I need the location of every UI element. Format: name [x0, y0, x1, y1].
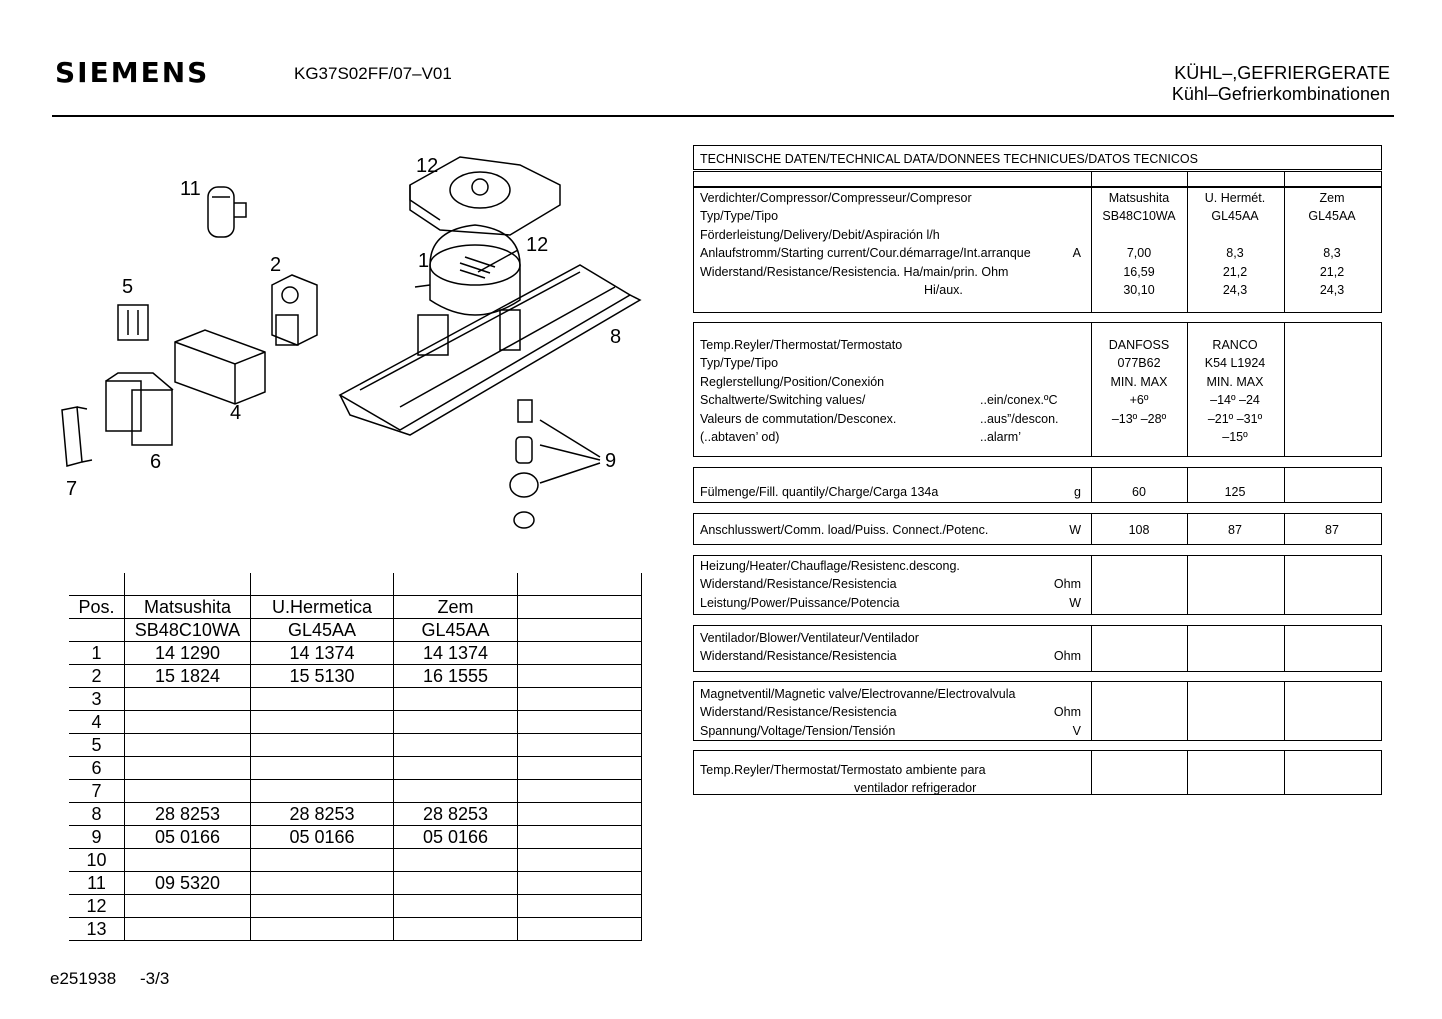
thermostat-label: Temp.Reyler/Thermostat/Termostato	[700, 338, 903, 352]
pos-cell: 9	[69, 826, 125, 849]
table-row	[69, 780, 642, 803]
exploded-parts-diagram	[40, 145, 660, 545]
valve-label: Spannung/Voltage/Tension/Tensión	[700, 723, 896, 738]
tech-title-box	[693, 145, 1382, 170]
thermostat-value: DANFOSS	[1108, 338, 1170, 352]
model-number: KG37S02FF/07–V01	[294, 64, 452, 83]
page-number: -3/3	[140, 969, 170, 988]
tech-title: TECHNISCHE DATEN/TECHNICAL DATA/DONNEES TECHNICUES/DATOS TECNICOS	[700, 152, 1198, 166]
matsushita-part-number: 14 1290	[125, 642, 251, 665]
compressor-label: Förderleistung/Delivery/Debit/Aspiración l/h	[700, 227, 940, 242]
thermostat-value: MIN. MAX	[1206, 374, 1264, 389]
ambient-thermostat-section	[693, 750, 1382, 795]
pos-cell: 2	[69, 665, 125, 688]
zem-part-number: 16 1555	[394, 665, 518, 688]
uhermetica-part-number	[251, 711, 394, 734]
thermostat-label: (..abtaven’ od)	[700, 430, 780, 444]
connected-load-section	[693, 513, 1382, 545]
fill-value: 60	[1132, 485, 1146, 499]
type-header: SB48C10WA	[125, 619, 251, 642]
callout-8: 8	[610, 326, 622, 348]
switching-sublabel: ..aus”/descon.	[980, 411, 1059, 426]
zem-part-number: 28 8253	[394, 803, 518, 826]
empty-cell	[518, 688, 642, 711]
compressor-value: 7,00	[1126, 246, 1152, 261]
document-code: e251938	[50, 969, 117, 988]
manufacturer-header: Zem	[394, 596, 518, 619]
current-unit: A	[1072, 246, 1081, 261]
valve-label: Magnetventil/Magnetic valve/Electrovanne/Electrovalvula	[700, 687, 1016, 701]
compressor-value: 21,2	[1319, 264, 1345, 279]
type-header: GL45AA	[251, 619, 394, 642]
mounting-hardware-drawing	[510, 400, 600, 528]
table-row	[69, 596, 642, 619]
parts-table-body	[69, 642, 642, 941]
table-row	[69, 757, 642, 780]
uhermetica-part-number: 14 1374	[251, 642, 394, 665]
pos-cell: 11	[69, 872, 125, 895]
empty-cell	[518, 711, 642, 734]
table-row	[69, 711, 642, 734]
compressor-drawing	[415, 225, 520, 355]
compressor-value: GL45AA	[1211, 209, 1259, 224]
empty-cell	[518, 757, 642, 780]
thermostat-value: RANCO	[1212, 338, 1258, 352]
zem-part-number	[394, 711, 518, 734]
zem-part-number	[394, 780, 518, 803]
valve-unit: V	[1072, 723, 1081, 738]
thermostat-label: Typ/Type/Tipo	[700, 356, 779, 371]
zem-part-number	[394, 688, 518, 711]
callout-5: 5	[122, 276, 134, 298]
thermostat-label: Valeurs de commutation/Desconex.	[700, 411, 897, 426]
matsushita-part-number	[125, 918, 251, 941]
manufacturer-header: Matsushita	[125, 596, 251, 619]
zem-part-number: 05 0166	[394, 826, 518, 849]
blower-unit: Ohm	[1053, 649, 1081, 664]
compressor-label: Typ/Type/Tipo	[700, 209, 779, 224]
empty-cell	[518, 665, 642, 688]
pos-cell: 12	[69, 895, 125, 918]
pos-cell: 10	[69, 849, 125, 872]
thermostat-value: –21º –31º	[1207, 411, 1263, 426]
thermostat-value: 077B62	[1117, 356, 1161, 371]
cover-box-drawing	[175, 330, 265, 404]
matsushita-part-number: 09 5320	[125, 872, 251, 895]
compressor-value: U. Hermét.	[1204, 191, 1266, 205]
blower-label: Widerstand/Resistance/Resistencia	[700, 649, 897, 664]
switching-sublabel: ..ein/conex.ºC	[980, 393, 1058, 408]
compressor-label: Hi/aux.	[924, 283, 963, 297]
pos-cell: 8	[69, 803, 125, 826]
table-row	[69, 826, 642, 849]
table-row	[69, 803, 642, 826]
pos-cell: 7	[69, 780, 125, 803]
compressor-label: Verdichter/Compressor/Compresseur/Compresor	[700, 191, 972, 205]
compressor-value: 8,3	[1226, 246, 1244, 261]
uhermetica-part-number	[251, 780, 394, 803]
blower-label: Ventilador/Blower/Ventilateur/Ventilador	[700, 631, 919, 645]
load-value: 87	[1228, 523, 1242, 537]
load-value: 87	[1325, 523, 1339, 537]
tech-spacer-box	[693, 171, 1382, 187]
thermostat-label: Schaltwerte/Switching values/	[700, 393, 866, 408]
compressor-value: SB48C10WA	[1102, 209, 1176, 224]
table-row	[69, 734, 642, 757]
matsushita-part-number	[125, 711, 251, 734]
uhermetica-part-number	[251, 688, 394, 711]
manufacturer-header: U.Hermetica	[251, 596, 394, 619]
zem-part-number	[394, 895, 518, 918]
thermostat-value: –14º –24	[1210, 393, 1260, 408]
heater-unit: W	[1069, 595, 1081, 610]
table-row	[69, 665, 642, 688]
protector-drawing	[106, 373, 173, 445]
load-unit: W	[1069, 523, 1081, 537]
thermostat-section	[693, 322, 1382, 457]
category-title: KÜHL–,GEFRIERGERATE	[1174, 63, 1390, 83]
callout-2: 2	[270, 254, 282, 276]
empty-cell	[518, 642, 642, 665]
callout-4: 4	[230, 402, 242, 424]
compressor-label: Widerstand/Resistance/Resistencia. Ha/main/prin. Ohm	[700, 264, 1009, 279]
uhermetica-part-number	[251, 872, 394, 895]
switching-sublabel: ..alarm’	[980, 430, 1021, 444]
fill-value: 125	[1224, 485, 1246, 499]
magnetic-valve-section	[693, 681, 1382, 741]
compressor-value: 24,3	[1222, 283, 1248, 297]
thermostat-value: MIN. MAX	[1110, 374, 1168, 389]
fill-label: Fülmenge/Fill. quantily/Charge/Carga 134a	[700, 485, 939, 499]
compressor-value: 21,2	[1222, 264, 1248, 279]
callout-10: 11	[180, 178, 201, 200]
relay-drawing	[272, 275, 317, 345]
heater-label: Leistung/Power/Puissance/Potencia	[700, 595, 900, 610]
compressor-value: Zem	[1319, 191, 1345, 205]
thermostat-value: +6º	[1129, 393, 1149, 408]
pos-cell: 1	[69, 642, 125, 665]
matsushita-part-number	[125, 688, 251, 711]
compressor-value: 30,10	[1123, 283, 1155, 297]
thermostat-value: –15º	[1222, 430, 1248, 444]
callout-9: 9	[605, 450, 617, 472]
clip-drawing	[118, 305, 148, 340]
brand-logo: SIEMENS	[55, 56, 210, 89]
fill-quantity-section	[693, 467, 1382, 503]
uhermetica-part-number	[251, 918, 394, 941]
zem-part-number: 14 1374	[394, 642, 518, 665]
category-subtitle: Kühl–Gefrierkombinationen	[1171, 84, 1390, 104]
table-row	[69, 619, 642, 642]
callout-1: 1	[418, 250, 430, 272]
table-row	[69, 688, 642, 711]
compressor-value: GL45AA	[1308, 209, 1356, 224]
empty-cell	[518, 849, 642, 872]
matsushita-part-number: 28 8253	[125, 803, 251, 826]
uhermetica-part-number	[251, 757, 394, 780]
parts-table	[69, 573, 642, 941]
bracket-drawing	[62, 407, 92, 466]
compressor-value: 8,3	[1323, 246, 1341, 261]
table-row	[69, 573, 642, 596]
uhermetica-part-number: 05 0166	[251, 826, 394, 849]
ambient-label: Temp.Reyler/Thermostat/Termostato ambiente para	[700, 763, 986, 777]
load-label: Anschlusswert/Comm. load/Puiss. Connect./Potenc.	[700, 523, 989, 537]
uhermetica-part-number	[251, 895, 394, 918]
uhermetica-part-number: 28 8253	[251, 803, 394, 826]
pos-cell: 13	[69, 918, 125, 941]
compressor-value: 16,59	[1123, 264, 1155, 279]
fill-unit: g	[1074, 485, 1081, 499]
matsushita-part-number	[125, 780, 251, 803]
table-row	[69, 918, 642, 941]
thermostat-value: K54 L1924	[1204, 356, 1266, 371]
heater-section	[693, 555, 1382, 615]
pos-cell: 5	[69, 734, 125, 757]
thermostat-label: Reglerstellung/Position/Conexión	[700, 374, 885, 389]
zem-part-number	[394, 849, 518, 872]
valve-label: Widerstand/Resistance/Resistencia	[700, 705, 897, 720]
matsushita-part-number	[125, 734, 251, 757]
pos-header: Pos.	[69, 596, 125, 619]
ambient-label: ventilador refrigerador	[854, 781, 977, 796]
compressor-value: Matsushita	[1108, 191, 1170, 205]
empty-cell	[518, 872, 642, 895]
empty-cell	[518, 780, 642, 803]
table-row	[69, 849, 642, 872]
table-row	[69, 872, 642, 895]
matsushita-part-number: 05 0166	[125, 826, 251, 849]
uhermetica-part-number: 15 5130	[251, 665, 394, 688]
pos-cell: 6	[69, 757, 125, 780]
empty-cell	[518, 895, 642, 918]
callout-7: 7	[66, 478, 78, 500]
zem-part-number	[394, 872, 518, 895]
heater-unit: Ohm	[1053, 577, 1081, 592]
matsushita-part-number: 15 1824	[125, 665, 251, 688]
load-value: 108	[1128, 523, 1150, 537]
empty-cell	[518, 803, 642, 826]
matsushita-part-number	[125, 895, 251, 918]
valve-unit: Ohm	[1053, 705, 1081, 720]
callout-12: 12	[526, 234, 549, 256]
matsushita-part-number	[125, 757, 251, 780]
thermostat-value: –13º –28º	[1111, 411, 1167, 426]
uhermetica-part-number	[251, 849, 394, 872]
type-header: GL45AA	[394, 619, 518, 642]
header-divider	[52, 115, 1394, 117]
uhermetica-part-number	[251, 734, 394, 757]
zem-part-number	[394, 757, 518, 780]
compressor-section	[693, 187, 1382, 313]
compressor-label: Anlaufstromm/Starting current/Cour.démarrage/Int.arranque	[700, 246, 1031, 261]
capacitor-part-drawing	[208, 187, 246, 237]
callout-11: 12	[416, 155, 439, 177]
zem-part-number	[394, 918, 518, 941]
matsushita-part-number	[125, 849, 251, 872]
callout-6: 6	[150, 451, 162, 473]
heater-label: Heizung/Heater/Chauflage/Resistenc.descong.	[700, 559, 960, 573]
blower-section	[693, 625, 1382, 672]
empty-cell	[518, 918, 642, 941]
pos-cell: 4	[69, 711, 125, 734]
pos-cell: 3	[69, 688, 125, 711]
compressor-value: 24,3	[1319, 283, 1345, 297]
zem-part-number	[394, 734, 518, 757]
empty-cell	[518, 826, 642, 849]
table-row	[69, 895, 642, 918]
base-frame-drawing	[340, 265, 640, 435]
table-row	[69, 642, 642, 665]
empty-cell	[518, 734, 642, 757]
heater-label: Widerstand/Resistance/Resistencia	[700, 577, 897, 592]
